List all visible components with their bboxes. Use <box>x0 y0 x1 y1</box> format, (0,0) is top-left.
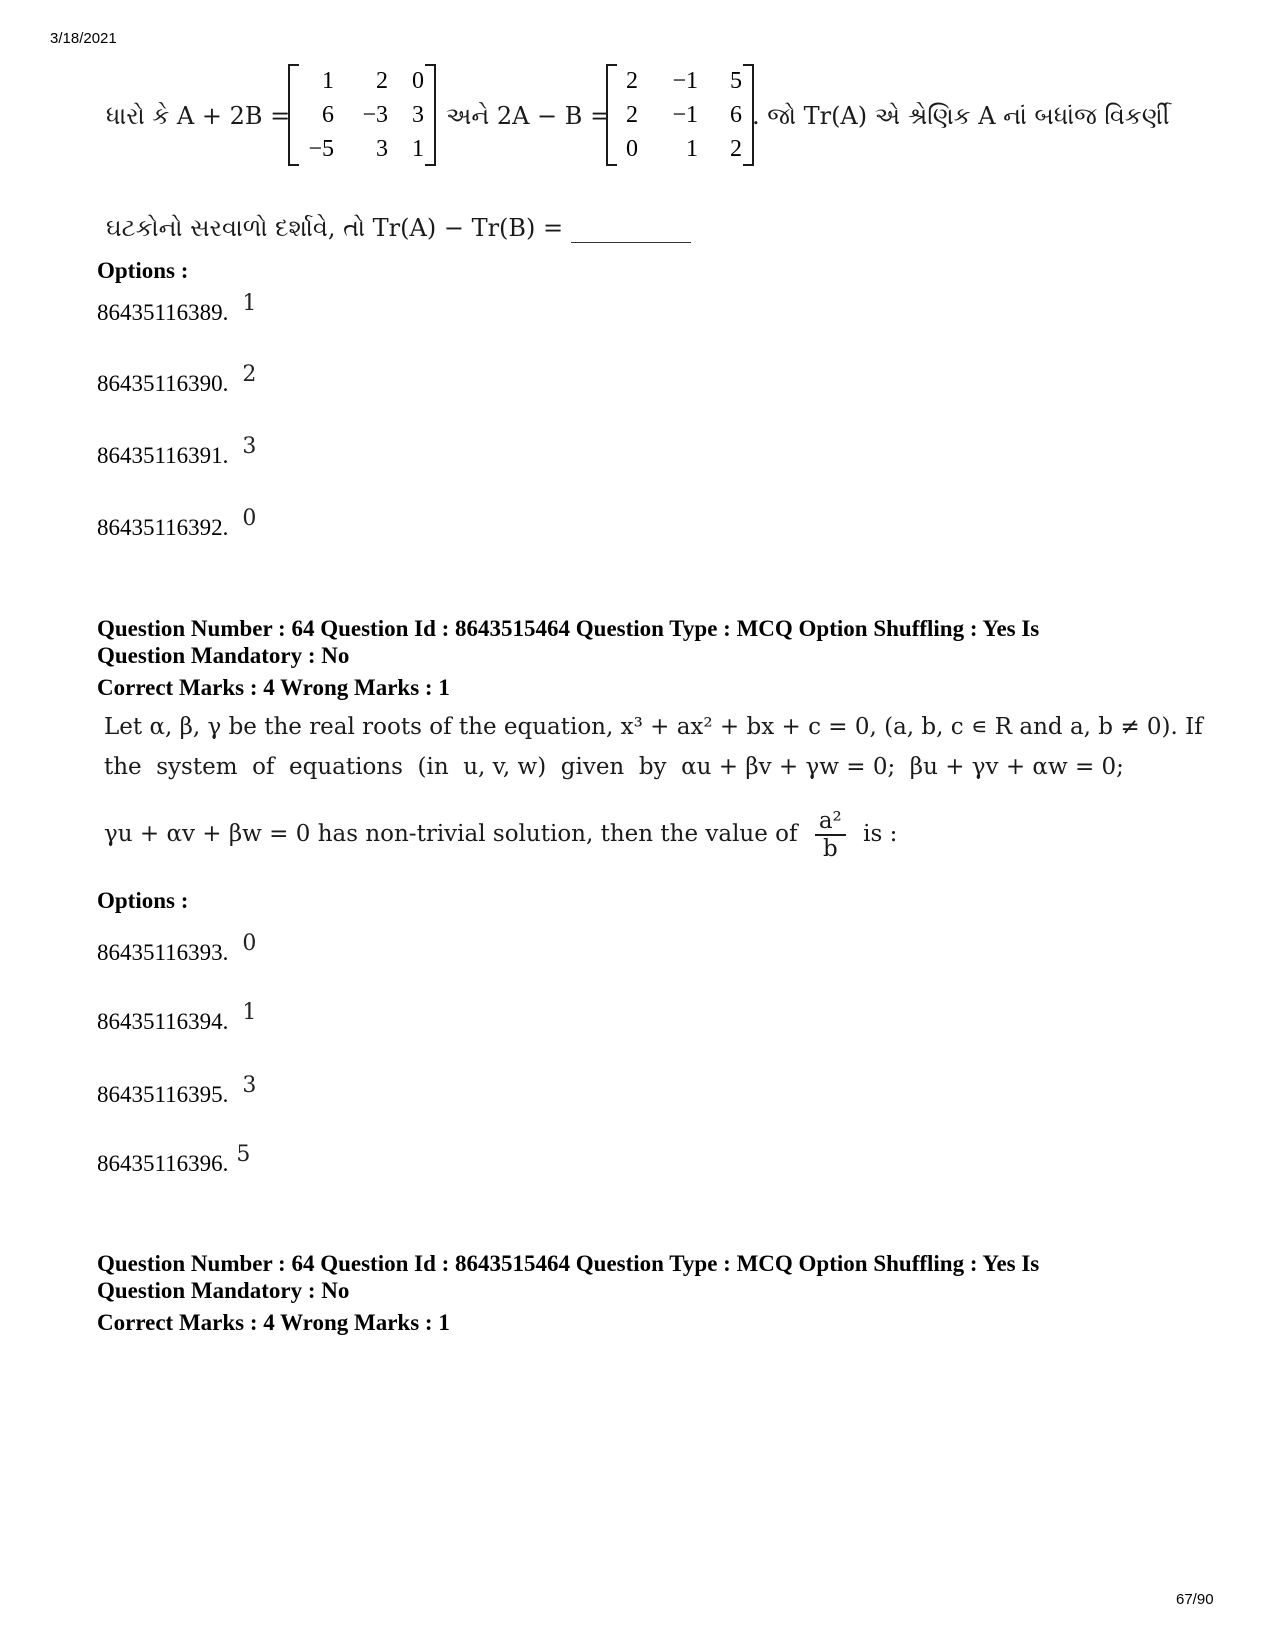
q63-option <box>97 362 257 397</box>
q64b-header-line1: Question Number : 64 Question Id : 8643515464 Question Type : MCQ Option Shuffling : Yes Is <box>97 1251 1040 1276</box>
q64-option <box>97 1000 257 1035</box>
word: (in <box>417 754 449 780</box>
matrix-b-cell: 2 <box>626 101 638 128</box>
matrix-a-cell: 1 <box>322 67 334 94</box>
word: system <box>156 754 238 780</box>
option-value: 0 <box>242 931 257 956</box>
matrix-a-cell: 3 <box>376 135 388 162</box>
q64-option <box>97 1142 251 1177</box>
matrix-b-left-bracket <box>606 64 617 166</box>
q64-line2 <box>104 754 1124 780</box>
matrix-b-cell: 5 <box>730 67 742 94</box>
option-id: 86435116396. <box>97 1151 229 1176</box>
matrix-a-cell: 3 <box>412 101 424 128</box>
matrix-a-cell: 0 <box>412 67 424 94</box>
matrix-a-right-bracket <box>425 64 436 166</box>
q63-suffix: . જો Tr(A) એ શ્રેણિક A નાં બધાંજ વિકર્ણી <box>752 102 1170 130</box>
option-value: 5 <box>236 1142 251 1167</box>
q64-header <box>97 615 1157 701</box>
fraction-denominator: b <box>822 836 838 862</box>
matrix-a-cell: 2 <box>376 67 388 94</box>
q63-line2-text: ઘટકોનો સરવાળો દર્શાવે, તો Tr(A) − Tr(B) = <box>106 214 564 242</box>
q64b-marks: Correct Marks : 4 Wrong Marks : 1 <box>97 1310 450 1335</box>
matrix-b-cell: 2 <box>626 67 638 94</box>
q63-option <box>97 291 257 326</box>
option-id: 86435116395. <box>97 1082 229 1107</box>
option-id: 86435116390. <box>97 371 229 396</box>
matrix-b <box>618 64 742 166</box>
print-date: 3/18/2021 <box>50 30 117 47</box>
matrix-b-cell: 0 <box>626 135 638 162</box>
q64-line3 <box>104 808 897 862</box>
q64b-header <box>97 1250 1157 1336</box>
fraction <box>815 808 846 862</box>
q64-header-line1: Question Number : 64 Question Id : 8643515464 Question Type : MCQ Option Shuffling : Yes Is <box>97 616 1040 641</box>
word: αu + βv + γw = 0; <box>681 754 896 780</box>
matrix-a-cell: 1 <box>412 135 424 162</box>
option-value: 2 <box>242 362 257 387</box>
word: u, v, w) <box>463 754 547 780</box>
option-value: 3 <box>242 434 257 459</box>
matrix-a-cell: 6 <box>322 101 334 128</box>
page-number: 67/90 <box>1176 1591 1214 1608</box>
q64-line3-post: is : <box>863 821 898 847</box>
matrix-a-cell: −3 <box>362 101 388 128</box>
q64-line3-pre: γu + αv + βw = 0 has non-trivial solution, then the value of <box>104 821 798 847</box>
q63-option <box>97 506 257 541</box>
word: by <box>638 754 667 780</box>
option-id: 86435116392. <box>97 515 229 540</box>
q64-option <box>97 931 257 966</box>
matrix-b-cell: 6 <box>730 101 742 128</box>
q63-middle: અને 2A − B = <box>446 102 611 130</box>
fraction-numerator: a² <box>815 808 846 836</box>
q64-options-label: Options : <box>97 888 189 913</box>
word: of <box>252 754 275 780</box>
option-id: 86435116394. <box>97 1009 229 1034</box>
matrix-b-cell: −1 <box>672 101 698 128</box>
option-value: 1 <box>242 1000 257 1025</box>
option-value: 3 <box>242 1073 257 1098</box>
word: the <box>104 754 142 780</box>
q64-marks: Correct Marks : 4 Wrong Marks : 1 <box>97 675 450 700</box>
matrix-a <box>300 64 424 166</box>
matrix-b-cell: 2 <box>730 135 742 162</box>
matrix-b-cell: 1 <box>686 135 698 162</box>
option-value: 1 <box>242 291 257 316</box>
answer-blank <box>571 214 691 243</box>
word: βu + γv + αw = 0; <box>909 754 1124 780</box>
word: given <box>560 754 625 780</box>
q63-prefix: ધારો કે A + 2B = <box>106 102 291 130</box>
option-value: 0 <box>242 506 257 531</box>
q64-line1: Let α, β, γ be the real roots of the equation, x³ + ax² + bx + c = 0, (a, b, c ∊ R and a, b ≠ 0). If <box>104 714 1203 740</box>
q63-option <box>97 434 257 469</box>
q63-line2 <box>106 214 691 243</box>
option-id: 86435116389. <box>97 300 229 325</box>
q63-options-label: Options : <box>97 258 189 283</box>
matrix-a-left-bracket <box>288 64 299 166</box>
matrix-b-cell: −1 <box>672 67 698 94</box>
option-id: 86435116393. <box>97 940 229 965</box>
q64b-header-line2: Question Mandatory : No <box>97 1278 350 1303</box>
q64-header-line2: Question Mandatory : No <box>97 643 350 668</box>
option-id: 86435116391. <box>97 443 229 468</box>
matrix-a-cell: −5 <box>308 135 334 162</box>
q64-option <box>97 1073 257 1108</box>
word: equations <box>289 754 403 780</box>
